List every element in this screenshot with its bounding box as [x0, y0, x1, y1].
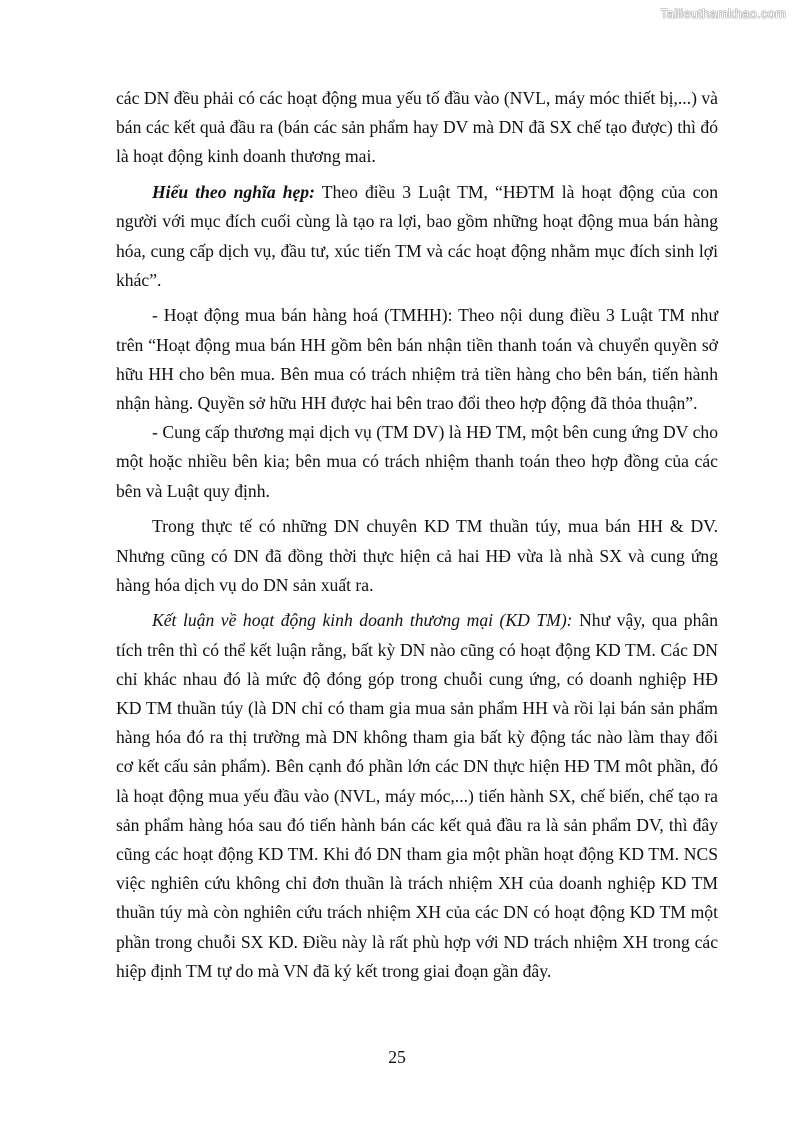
paragraph-text: Như vậy, qua phân tích trên thì có thể kết luận rằng, bất kỳ DN nào cũng có hoạt động KD TM. Các DN chỉ khác nhau đó là mức độ đóng góp trong chuỗi cung ứng, có doanh nghiệp HĐ KD TM thuần túy (là DN chỉ có tham gia mua sản phẩm HH và rồi lại bán sản phẩm hàng hóa đó ra thị trường mà DN không tham gia bất kỳ động tác nào làm thay đổi cơ kết cấu sản phẩm). Bên cạnh đó phần lớn các DN thực hiện HĐ TM môt phần, đó là hoạt động mua yếu đầu vào (NVL, máy móc,...) tiến hành SX, chế biến, chế tạo ra sản phẩm hàng hóa sau đó tiến hành bán các kết quả đầu ra là sản phẩm DV, thì đây cũng các hoạt động KD TM. Khi đó DN tham gia một phần hoạt động KD TM. NCS việc nghiên cứu không chỉ đơn thuần là trách nhiệm XH của doanh nghiệp KD TM thuần túy mà còn nghiên cứu trách nhiệm XH của các DN có hoạt động KD TM một phần trong chuỗi SX KD. Điều này là rất phù hợp với ND trách nhiệm XH trong các hiệp định TM tự do mà VN đã ký kết trong giai đoạn gần đây. [116, 610, 718, 981]
paragraph-intro-continuation [116, 84, 718, 172]
paragraph-text: các DN đều phải có các hoạt động mua yếu tố đầu vào (NVL, máy móc thiết bị,...) và bán các kết quả đầu ra (bán các sản phẩm hay DV mà DN đã SX chế tạo được) thì đó là hoạt động kinh doanh thương mai. [116, 88, 718, 167]
paragraph-lead-heading: Hiểu theo nghĩa hẹp: [152, 182, 315, 203]
paragraph-text: - Cung cấp thương mại dịch vụ (TM DV) là HĐ TM, một bên cung ứng DV cho một hoặc nhiều bên kia; bên mua có trách nhiệm thanh toán theo hợp đồng của các bên và Luật quy định. [116, 422, 718, 501]
paragraph-narrow-definition [116, 178, 718, 295]
paragraph-practice [116, 512, 718, 600]
watermark-text: Tailieuthamkhao.com [660, 6, 786, 21]
paragraph-text: Theo điều 3 Luật TM, “HĐTM là hoạt động của con người với mục đích cuối cùng là tạo ra lợi, bao gồm những hoạt động mua bán hàng hóa, cung cấp dịch vụ, đầu tư, xúc tiến TM và các hoạt động nhằm mục đích sinh lợi khác”. [116, 182, 718, 290]
paragraph-text: - Hoạt động mua bán hàng hoá (TMHH): Theo nội dung điều 3 Luật TM như trên “Hoạt động mua bán HH gồm bên bán nhận tiền thanh toán và chuyển quyền sở hữu HH cho bên mua. Bên mua có trách nhiệm trả tiền hàng cho bên bán, tiến hành nhận hàng. Quyền sở hữu HH được hai bên trao đổi theo hợp động đã thỏa thuận”. [116, 305, 718, 414]
paragraph-lead-heading: Kết luận về hoạt động kinh doanh thương mại (KD TM): [152, 610, 573, 631]
paragraph-text: Trong thực tế có những DN chuyên KD TM thuần túy, mua bán HH & DV. Nhưng cũng có DN đã đồng thời thực hiện cả hai HĐ vừa là nhà SX và cung ứng hàng hóa dịch vụ do DN sản xuất ra. [116, 516, 718, 595]
document-body [116, 84, 718, 986]
paragraph-service-trading [116, 418, 718, 506]
page-number: 25 [388, 1047, 406, 1067]
paragraph-conclusion [116, 606, 718, 986]
paragraph-goods-trading [116, 301, 718, 418]
